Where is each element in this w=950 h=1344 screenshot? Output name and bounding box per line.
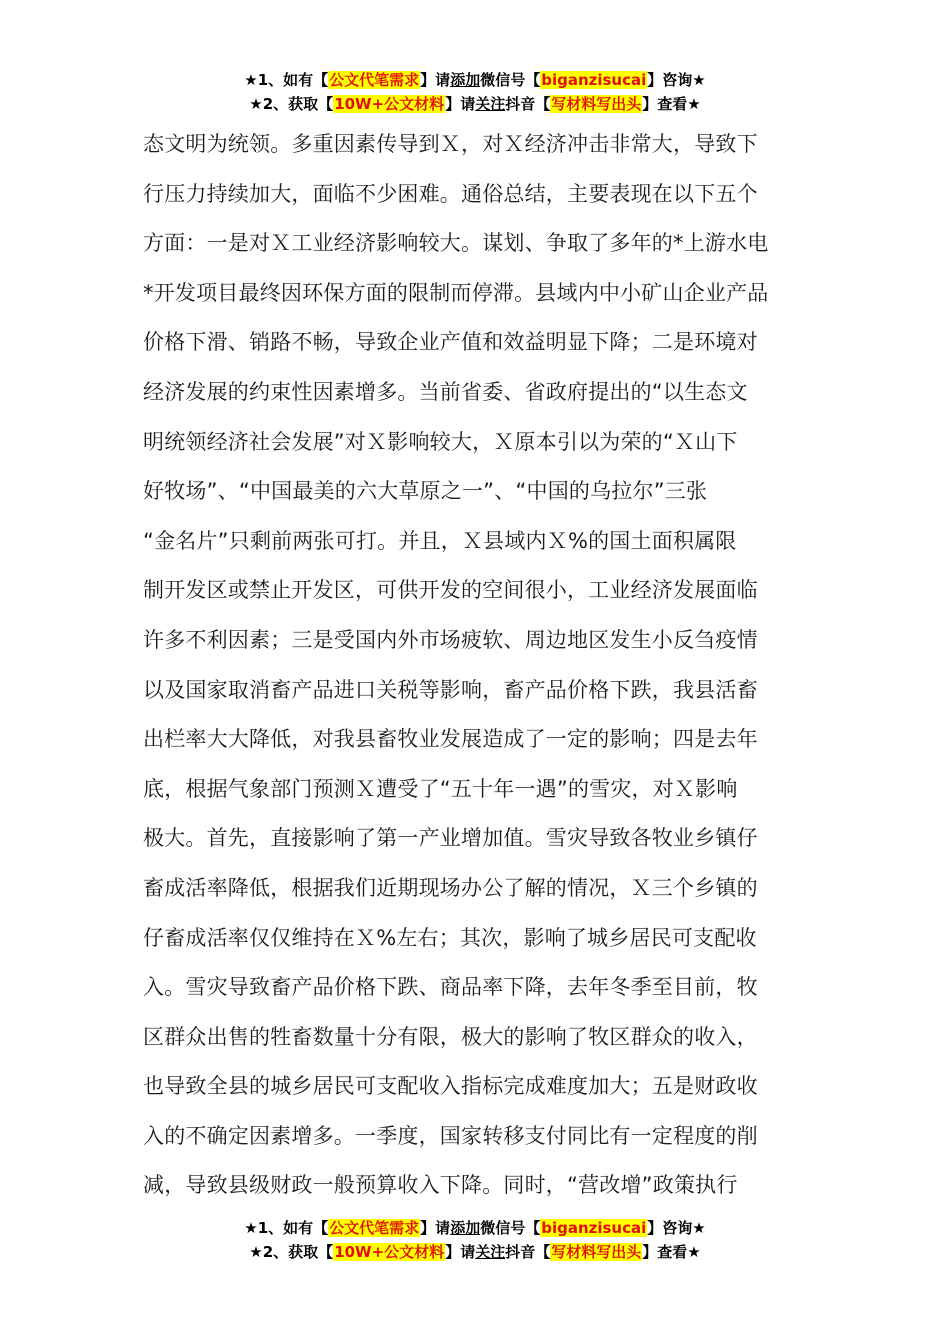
highlight-materials: 10W+公文材料: [334, 95, 445, 113]
banner-text: 微信号【: [480, 71, 541, 89]
body-line: 仔畜成活率仅仅维持在Ｘ%左右；其次，影响了城乡居民可支配收: [143, 925, 757, 950]
highlight-douyin-account: 写材料写出头: [551, 1243, 642, 1261]
body-line: 好牧场”、“中国最美的六大草原之一”、“中国的乌拉尔”三张: [143, 479, 708, 504]
body-line: “金名片”只剩前两张可打。并且，Ｘ县域内Ｘ%的国土面积属限: [143, 528, 737, 553]
banner-line-1: [0, 68, 950, 92]
banner-text: 抖音【: [505, 1243, 551, 1261]
banner-emphasis: 添加: [450, 1219, 481, 1237]
banner-text: 】请: [445, 1243, 476, 1261]
highlight-wechat-id: biganzisucai: [541, 1219, 647, 1237]
body-line: 行压力持续加大，面临不少困难。通俗总结，主要表现在以下五个: [143, 181, 758, 206]
banner-line-2: [0, 1240, 950, 1264]
banner-text: 】咨询★: [647, 71, 706, 89]
banner-text: 】请: [420, 71, 451, 89]
banner-line-1: [0, 1216, 950, 1240]
banner-emphasis: 关注: [475, 95, 506, 113]
body-line: 价格下滑、销路不畅，导致企业产值和效益明显下降；二是环境对: [143, 330, 758, 355]
body-line: 经济发展的约束性因素增多。当前省委、省政府提出的“以生态文: [143, 379, 748, 404]
banner-text: 】请: [420, 1219, 451, 1237]
header-banner: [0, 68, 950, 116]
body-line: 区群众出售的牲畜数量十分有限，极大的影响了牧区群众的收入，: [143, 1024, 758, 1049]
body-line: 底，根据气象部门预测Ｘ遭受了“五十年一遇”的雪灾，对Ｘ影响: [143, 776, 738, 801]
banner-line-2: [0, 92, 950, 116]
body-line: 出栏率大大降低，对我县畜牧业发展造成了一定的影响；四是去年: [143, 727, 758, 752]
body-line: 入。雪灾导致畜产品价格下跌、商品率下降，去年冬季至目前，牧: [143, 975, 758, 1000]
banner-text: 】查看★: [642, 95, 701, 113]
highlight-service: 公文代笔需求: [329, 71, 420, 89]
document-body: [143, 120, 808, 1211]
body-line: 入的不确定因素增多。一季度，国家转移支付同比有一定程度的削: [143, 1123, 758, 1148]
highlight-wechat-id: biganzisucai: [541, 71, 647, 89]
body-line: 方面：一是对Ｘ工业经济影响较大。谋划、争取了多年的*上游水电: [143, 231, 769, 256]
body-line: 以及国家取消畜产品进口关税等影响，畜产品价格下跌，我县活畜: [143, 677, 758, 702]
body-line: 减，导致县级财政一般预算收入下降。同时，“营改增”政策执行: [143, 1173, 738, 1198]
body-line: 也导致全县的城乡居民可支配收入指标完成难度加大；五是财政收: [143, 1074, 758, 1099]
body-line: 明统领经济社会发展”对Ｘ影响较大，Ｘ原本引以为荣的“Ｘ山下: [143, 429, 738, 454]
footer-banner: [0, 1216, 950, 1264]
body-line: *开发项目最终因环保方面的限制而停滞。县域内中小矿山企业产品: [143, 280, 769, 305]
highlight-service: 公文代笔需求: [329, 1219, 420, 1237]
banner-text: ★1、如有【: [244, 71, 329, 89]
banner-text: 】查看★: [642, 1243, 701, 1261]
body-line: 态文明为统领。多重因素传导到Ｘ，对Ｘ经济冲击非常大，导致下: [143, 132, 758, 156]
banner-text: ★1、如有【: [244, 1219, 329, 1237]
banner-emphasis: 添加: [450, 71, 481, 89]
banner-text: 抖音【: [505, 95, 551, 113]
body-line: 制开发区或禁止开发区，可供开发的空间很小，工业经济发展面临: [143, 578, 758, 603]
banner-emphasis: 关注: [475, 1243, 506, 1261]
banner-text: ★2、获取【: [249, 1243, 334, 1261]
body-line: 极大。首先，直接影响了第一产业增加值。雪灾导致各牧业乡镇仔: [143, 826, 758, 851]
highlight-douyin-account: 写材料写出头: [551, 95, 642, 113]
body-line: 许多不利因素；三是受国内外市场疲软、周边地区发生小反刍疫情: [143, 627, 758, 652]
banner-text: 】咨询★: [647, 1219, 706, 1237]
banner-text: 微信号【: [480, 1219, 541, 1237]
body-line: 畜成活率降低，根据我们近期现场办公了解的情况，Ｘ三个乡镇的: [143, 875, 758, 900]
banner-text: 】请: [445, 95, 476, 113]
highlight-materials: 10W+公文材料: [334, 1243, 445, 1261]
banner-text: ★2、获取【: [249, 95, 334, 113]
